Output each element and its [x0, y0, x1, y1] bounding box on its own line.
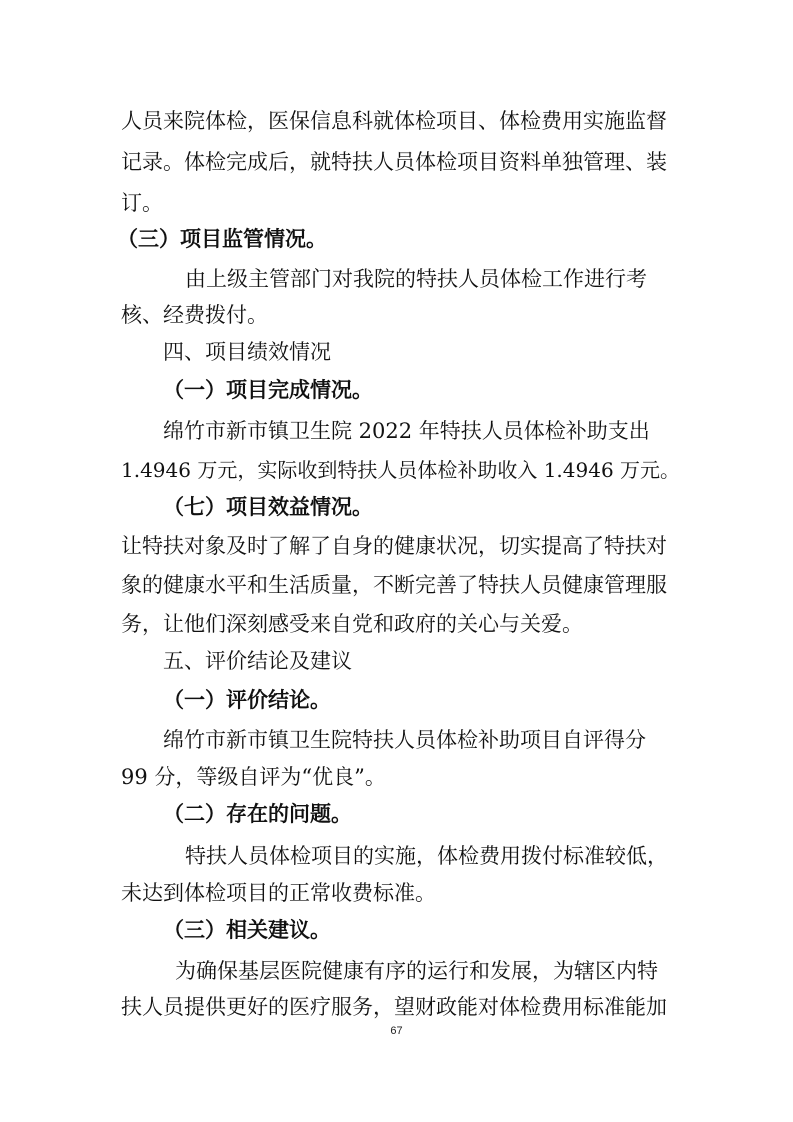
paragraph-line: 务，让他们深刻感受来自党和政府的关心与关爱。 — [121, 612, 583, 636]
paragraph-line: 为确保基层医院健康有序的运行和发展，为辖区内特 — [175, 959, 658, 983]
paragraph-line: 象的健康水平和生活质量，不断完善了特扶人员健康管理服 — [121, 573, 667, 597]
chapter-heading: 四、项目绩效情况 — [163, 340, 331, 364]
paragraph-line: 核、经费拨付。 — [121, 303, 268, 327]
paragraph-line: 由上级主管部门对我院的特扶人员体检工作进行考 — [185, 267, 647, 291]
paragraph-line: 绵竹市新市镇卫生院特扶人员体检补助项目自评得分 — [163, 728, 646, 752]
section-heading: （一）项目完成情况。 — [163, 377, 373, 402]
paragraph-line: 记录。体检完成后，就特扶人员体检项目资料单独管理、装 — [121, 150, 667, 174]
section-heading: （三）项目监管情况。 — [117, 226, 327, 251]
paragraph-line: 让特扶对象及时了解了自身的健康状况，切实提高了特扶对 — [121, 534, 667, 558]
page-number: 67 — [390, 1025, 403, 1037]
paragraph-line: 99 分，等级自评为“优良”。 — [121, 765, 386, 789]
paragraph-line: 特扶人员体检项目的实施，体检费用拨付标准较低， — [185, 844, 668, 868]
chapter-heading: 五、评价结论及建议 — [163, 649, 352, 673]
paragraph-line: 1.4946 万元，实际收到特扶人员体检补助收入 1.4946 万元。 — [121, 458, 681, 482]
paragraph-line: 扶人员提供更好的医疗服务，望财政能对体检费用标准能加 — [121, 995, 667, 1019]
paragraph-line: 未达到体检项目的正常收费标准。 — [121, 881, 436, 905]
paragraph-line: 订。 — [121, 191, 163, 215]
paragraph-line: 人员来院体检，医保信息科就体检项目、体检费用实施监督 — [121, 109, 667, 133]
section-heading: （一）评价结论。 — [163, 687, 331, 712]
paragraph-line: 绵竹市新市镇卫生院 2022 年特扶人员体检补助支出 — [163, 419, 650, 443]
section-heading: （二）存在的问题。 — [163, 801, 352, 826]
section-heading: （三）相关建议。 — [163, 917, 331, 942]
section-heading: （七）项目效益情况。 — [163, 494, 373, 519]
